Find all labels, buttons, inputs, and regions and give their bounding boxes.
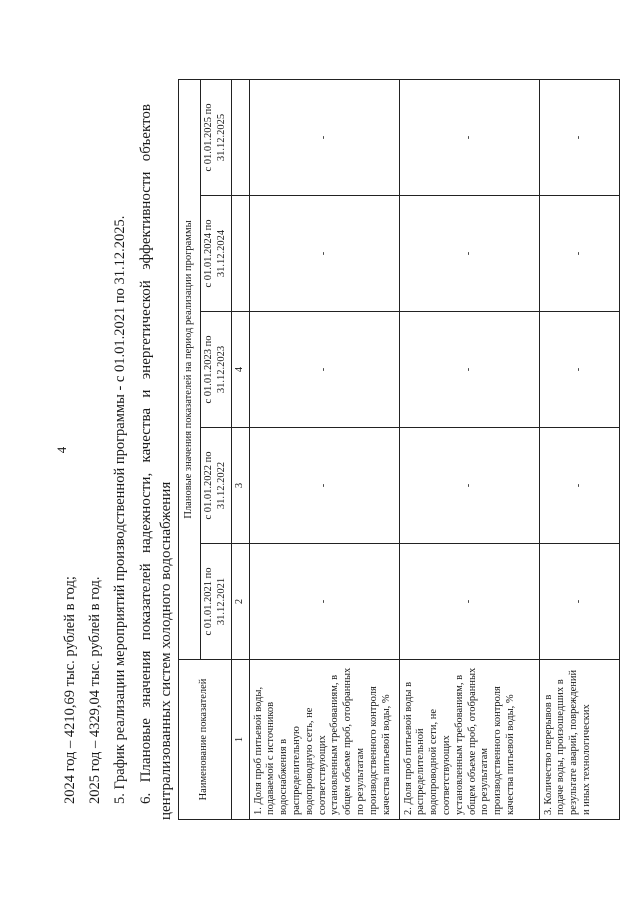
rotated-content (40, 50, 605, 850)
row-value: - (399, 428, 539, 544)
column-number (231, 196, 249, 312)
row-value: - (399, 79, 539, 195)
header-name: Наименование показателей (179, 660, 232, 820)
page-number: 4 (54, 446, 69, 454)
row-value: - (539, 312, 619, 428)
row-value: - (539, 79, 619, 195)
table-row (539, 79, 619, 819)
section-6-heading-line2: централизованных систем холодного водоснабжения (158, 481, 174, 820)
indicators-table (178, 79, 620, 820)
row-value: - (249, 428, 399, 544)
row-value: - (539, 196, 619, 312)
column-number: 2 (231, 544, 249, 660)
header-period-2024: с 01.01.2024 по 31.12.2024 (201, 196, 232, 312)
row-value: - (399, 196, 539, 312)
column-number-row (231, 79, 249, 819)
column-number: 4 (231, 312, 249, 428)
column-number (231, 79, 249, 195)
row-name: 3. Количество перерывов в подаче воды, произошедших в результате аварий, повреждений и иных технологических (539, 660, 619, 820)
table-row (399, 79, 539, 819)
header-period-2023: с 01.01.2023 по 31.12.2023 (201, 312, 232, 428)
row-value: - (249, 79, 399, 195)
section-5-heading: 5. График реализации мероприятий производственной программы - с 01.01.2021 по 31.12.2025. (112, 215, 128, 804)
section-6-heading-line1: 6. Плановые значения показателей надежности, качества и энергетической эффективности объектов (138, 104, 154, 804)
header-period-2025: с 01.01.2025 по 31.12.2025 (201, 79, 232, 195)
budget-2025-line: 2025 год – 4329,04 тыс. рублей в год. (87, 576, 103, 804)
row-value: - (249, 544, 399, 660)
header-period-2022: с 01.01.2022 по 31.12.2022 (201, 428, 232, 544)
header-period-2021: с 01.01.2021 по 31.12.2021 (201, 544, 232, 660)
row-value: - (399, 544, 539, 660)
budget-2024-line: 2024 год – 4210,69 тыс. рублей в год; (62, 576, 78, 804)
row-value: - (539, 428, 619, 544)
row-value: - (539, 544, 619, 660)
table-header-row (179, 79, 201, 819)
header-group: Плановые значения показателей на период реализации программы (179, 79, 201, 659)
column-number: 1 (231, 660, 249, 820)
row-name: 2. Доля проб питьевой воды в распределительной водопроводной сети, не соответствующих установленным требованиям, в общем объеме проб, отобранных по результатам производственного контроля качества питьевой воды, % (399, 660, 539, 820)
column-number: 3 (231, 428, 249, 544)
row-value: - (249, 196, 399, 312)
row-value: - (249, 312, 399, 428)
row-name: 1. Доля проб питьевой воды, подаваемой с источников водоснабжения в распределительную водопроводную сеть, не соответствующих установленным требованиям, в общем объеме проб, отобранных по результатам производственного контроля качества питьевой воды, % (249, 660, 399, 820)
table-row (249, 79, 399, 819)
row-value: - (399, 312, 539, 428)
